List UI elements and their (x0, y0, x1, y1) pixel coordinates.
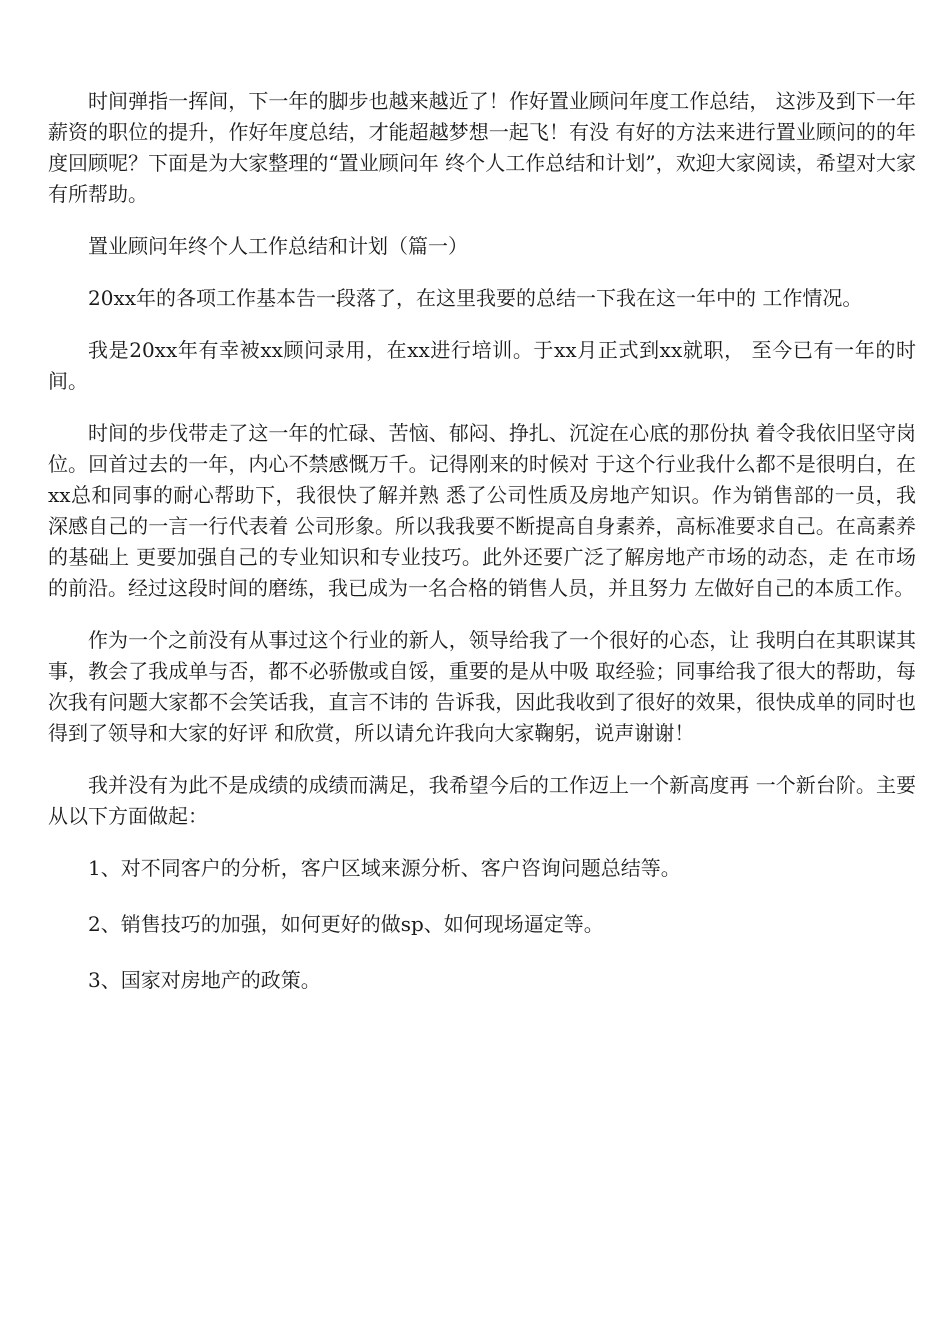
body-paragraph-2: 我是20xx年有幸被xx顾问录用，在xx进行培训。于xx月正式到xx就职， 至今已有一年的时间。 (48, 338, 916, 393)
list-item-3: 3、国家对房地产的政策。 (88, 968, 321, 992)
section-heading: 置业顾问年终个人工作总结和计划（篇一） (88, 234, 468, 258)
body-paragraph-3: 时间的步伐带走了这一年的忙碌、苦恼、郁闷、挣扎、沉淀在心底的那份执 着令我依旧坚守岗位。回首过去的一年，内心不禁感慨万千。记得刚来的时候对 于这个行业我什么都不是很明白，在xx总和同事的耐心帮助下，我很快了解并熟 悉了公司性质及房地产知识。作为销售部的一员，我深感自己的一言一行代表着 公司形象。所以我我要不断提高自身素养，高标准要求自己。在高素养的基础上 更要加强自己的专业知识和专业技巧。此外还要广泛了解房地产市场的动态，走 在市场的前沿。经过这段时间的磨练，我已成为一名合格的销售人员，并且努力 左做好自己的本质工作。 (48, 421, 916, 600)
body-paragraph-5: 我并没有为此不是成绩的成绩而满足，我希望今后的工作迈上一个新高度再 一个新台阶。主要从以下方面做起： (48, 773, 916, 828)
body-paragraph-1: 20xx年的各项工作基本告一段落了，在这里我要的总结一下我在这一年中的 工作情况。 (88, 286, 863, 310)
body-paragraph-4: 作为一个之前没有从事过这个行业的新人，领导给我了一个很好的心态，让 我明白在其职谋其事，教会了我成单与否，都不必骄傲或自馁，重要的是从中吸 取经验；同事给我了很大的帮助，每次我有问题大家都不会笑话我，直言不讳的 告诉我，因此我收到了很好的效果，很快成单的同时也得到了领导和大家的好评 和欣赏，所以请允许我向大家鞠躬，说声谢谢！ (48, 628, 916, 745)
intro-paragraph: 时间弹指一挥间，下一年的脚步也越来越近了！作好置业顾问年度工作总结， 这涉及到下一年薪资的职位的提升，作好年度总结，才能超越梦想一起飞！有没 有好的方法来进行置业顾问的的年度回顾呢？下面是为大家整理的“置业顾问年 终个人工作总结和计划”，欢迎大家阅读，希望对大家有所帮助。 (48, 89, 916, 206)
list-item-1: 1、对不同客户的分析，客户区域来源分析、客户咨询问题总结等。 (88, 856, 681, 880)
list-item-2: 2、销售技巧的加强，如何更好的做sp、如何现场逼定等。 (88, 912, 604, 936)
